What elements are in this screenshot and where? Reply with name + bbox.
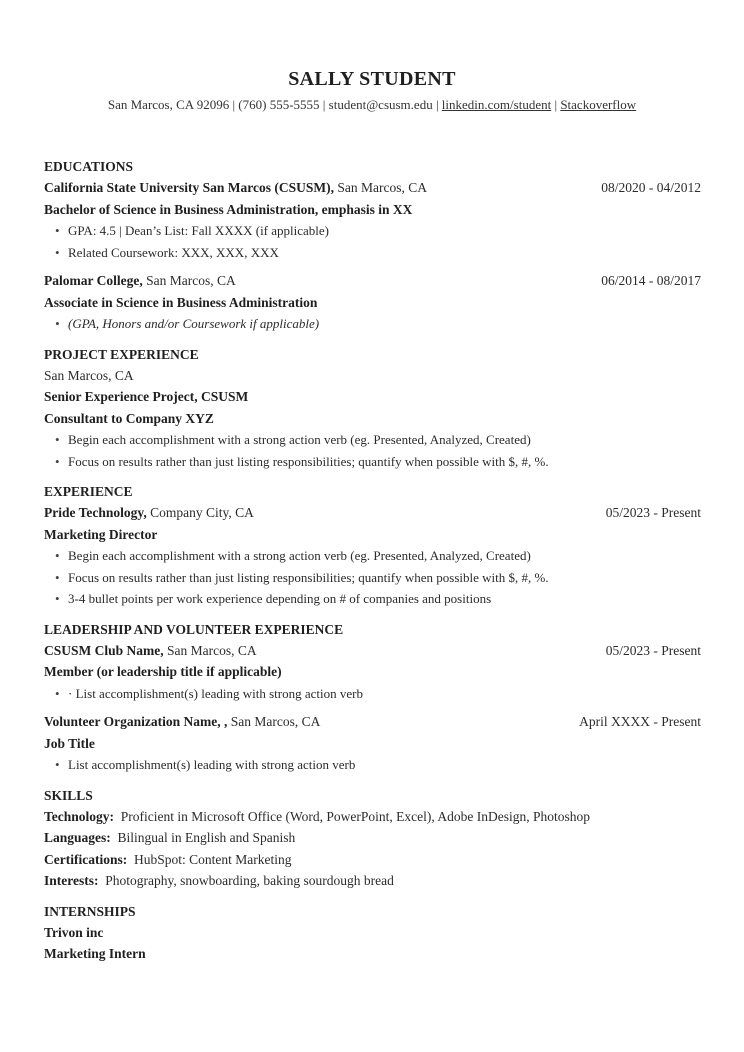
contact-line: [0, 97, 744, 113]
bullet-item: • 3-4 bullet points per work experience depending on # of companies and positions: [68, 588, 701, 610]
leadership-heading: LEADERSHIP AND VOLUNTEER EXPERIENCE: [44, 621, 344, 637]
project-heading: PROJECT EXPERIENCE: [44, 346, 199, 362]
bullet-item: • (GPA, Honors and/or Coursework if applicable): [68, 313, 701, 335]
skill-technology: [44, 806, 701, 828]
experience-bullets: [44, 545, 701, 610]
org-name: CSUSM Club Name,: [44, 642, 164, 658]
bullet-item: • Begin each accomplishment with a strong action verb (eg. Presented, Analyzed, Created): [68, 545, 701, 567]
education-entry: [44, 177, 701, 263]
candidate-name: SALLY STUDENT: [288, 68, 456, 90]
education-row: [44, 270, 701, 292]
org-location: San Marcos, CA: [163, 642, 257, 658]
skill-value: Bilingual in English and Spanish: [117, 830, 296, 845]
project-section: [44, 344, 701, 473]
leadership-row: [44, 711, 701, 733]
skill-label: Technology:: [44, 808, 115, 824]
company-location: Company City, CA: [146, 505, 254, 520]
bullet-item: • Related Coursework: XXX, XXX, XXX: [68, 242, 701, 264]
leadership-bullets: [44, 683, 701, 705]
bullet-item: • Begin each accomplishment with a strong action verb (eg. Presented, Analyzed, Created): [68, 429, 701, 451]
leadership-dates: April XXXX - Present: [579, 714, 701, 729]
internship-company: Trivon inc: [44, 924, 104, 940]
linkedin-link[interactable]: linkedin.com/student: [441, 97, 552, 112]
skill-certifications: [44, 849, 701, 871]
skill-value: Proficient in Microsoft Office (Word, PowerPoint, Excel), Adobe InDesign, Photoshop: [120, 808, 590, 824]
org-name: Volunteer Organization Name, ,: [44, 714, 228, 729]
school-name: Palomar College,: [44, 273, 143, 288]
degree-title: Associate in Science in Business Administration: [44, 294, 318, 310]
company-name: Pride Technology,: [44, 505, 147, 520]
bullet-item: • Focus on results rather than just listing responsibilities; quantify when possible with $, #, %.: [68, 567, 701, 589]
leadership-bullets: [44, 754, 701, 776]
education-dates: 08/2020 - 04/2012: [601, 180, 701, 195]
skill-value: HubSpot: Content Marketing: [133, 851, 292, 867]
degree-title: Bachelor of Science in Business Administration, emphasis in XX: [44, 201, 413, 217]
resume-content: [44, 156, 701, 974]
stackoverflow-link[interactable]: Stackoverflow: [560, 97, 637, 112]
org-location: San Marcos, CA: [227, 714, 321, 729]
project-role: Consultant to Company XYZ: [44, 410, 214, 426]
school-location: San Marcos, CA: [142, 273, 236, 288]
internships-section: [44, 901, 701, 965]
experience-section: [44, 481, 701, 610]
project-name: Senior Experience Project, CSUSM: [44, 389, 249, 404]
school-name: California State University San Marcos (CSUSM),: [44, 180, 334, 195]
leadership-entry: [44, 711, 701, 776]
education-section: [44, 156, 701, 335]
leadership-row: [44, 640, 701, 662]
leadership-section: [44, 619, 701, 776]
job-title: Marketing Director: [44, 526, 158, 542]
project-location: San Marcos, CA: [44, 367, 134, 383]
skill-interests: [44, 870, 701, 892]
skill-label: Languages:: [44, 830, 111, 845]
skill-label: Interests:: [44, 873, 99, 888]
skill-languages: [44, 827, 701, 849]
education-bullets: [44, 313, 701, 335]
bullet-item: • GPA: 4.5 | Dean’s List: Fall XXXX (if applicable): [68, 220, 701, 242]
education-bullets: [44, 220, 701, 263]
bullet-item: • · List accomplishment(s) leading with strong action verb: [68, 683, 701, 705]
bullet-item: • Focus on results rather than just listing responsibilities; quantify when possible with $, #, %.: [68, 451, 701, 473]
internships-heading: INTERNSHIPS: [44, 903, 136, 919]
leadership-dates: 05/2023 - Present: [605, 642, 701, 658]
bullet-item: • List accomplishment(s) leading with strong action verb: [68, 754, 701, 776]
contact-separator: |: [551, 97, 561, 112]
experience-dates: 05/2023 - Present: [605, 505, 701, 520]
education-heading: EDUCATIONS: [44, 159, 134, 174]
project-bullets: [44, 429, 701, 472]
experience-heading: EXPERIENCE: [44, 484, 133, 499]
skill-value: Photography, snowboarding, baking sourdough bread: [105, 873, 394, 888]
skills-heading: SKILLS: [44, 787, 93, 803]
skills-section: [44, 785, 701, 892]
internship-role: Marketing Intern: [44, 946, 146, 961]
leadership-entry: [44, 640, 701, 705]
education-dates: 06/2014 - 08/2017: [601, 273, 701, 288]
skill-label: Certifications:: [44, 851, 128, 867]
leadership-role: Member (or leadership title if applicable): [44, 664, 282, 679]
leadership-role: Job Title: [44, 735, 95, 751]
education-entry: [44, 270, 701, 335]
experience-row: [44, 502, 701, 524]
education-row: [44, 177, 701, 199]
school-location: San Marcos, CA: [333, 180, 427, 195]
contact-details: San Marcos, CA 92096 | (760) 555-5555 | student@csusm.edu |: [107, 97, 442, 112]
